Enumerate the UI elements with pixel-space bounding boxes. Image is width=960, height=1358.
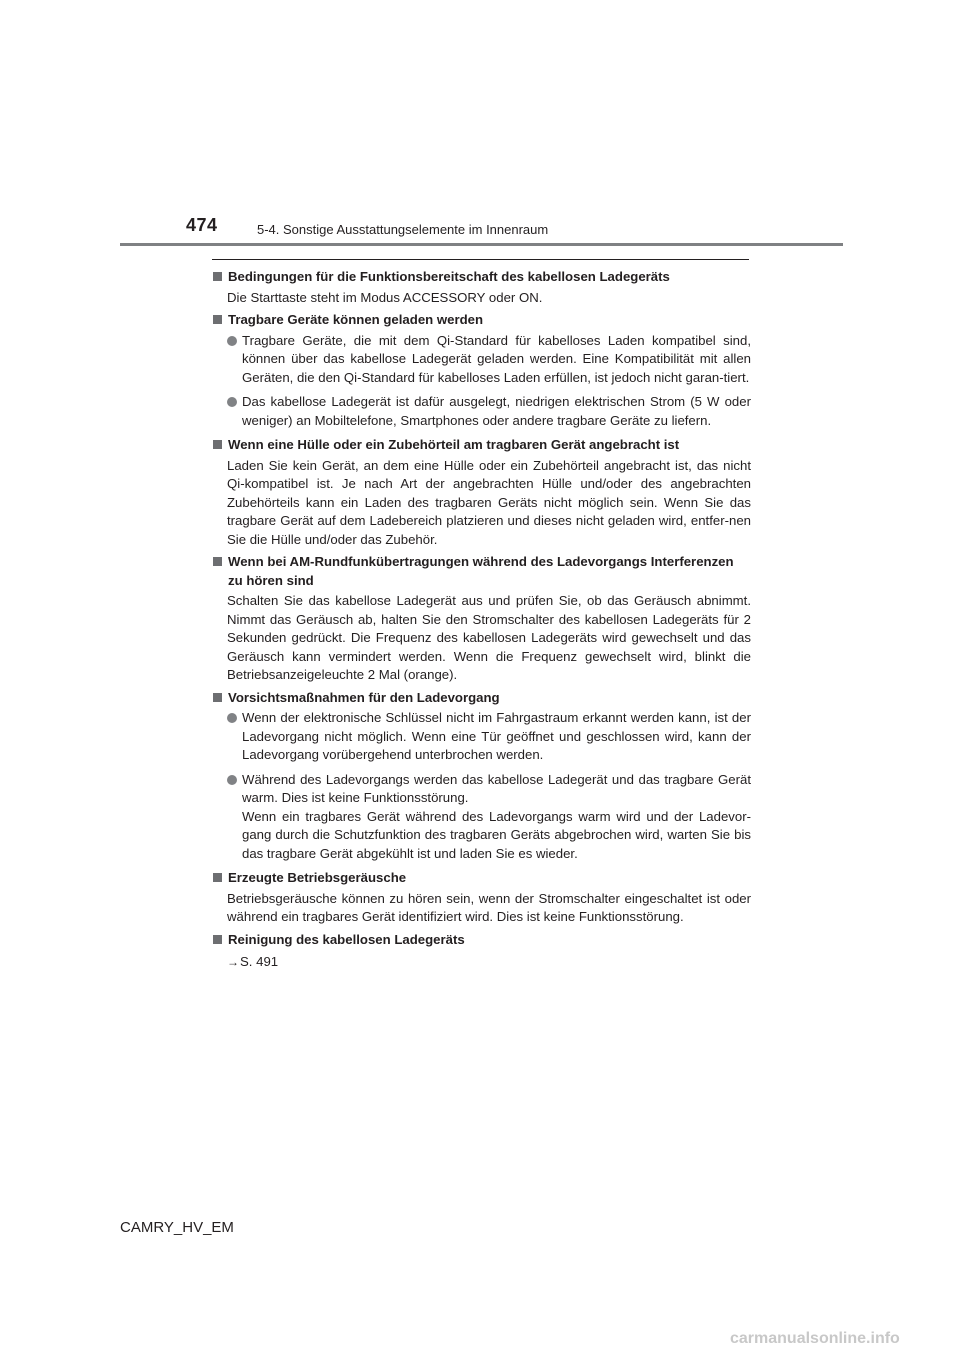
header-rule [120,243,843,246]
list-item [227,332,751,388]
square-bullet-icon [213,693,222,702]
section-title: 5-4. Sonstige Ausstattungselemente im Innenraum [257,222,549,237]
list-item-text: Während des Ladevorgangs werden das kabellose Ladegerät und das tragbare Gerät warm. Dies ist keine Funktionsstörung. [242,771,751,805]
watermark: carmanualsonline.info [730,1330,900,1347]
section-chargeable-devices [211,311,751,430]
heading-text: Bedingungen für die Funktionsbereitschaft des kabellosen Ladegeräts [228,269,670,284]
section-conditions [211,268,751,307]
list-item-text: Wenn der elektronische Schlüssel nicht im Fahrgastraum erkannt werden kann, ist der Ladevorgang nicht möglich. Wenn eine Tür geöffnet und geschlossen wird, kann der Ladevorgang vorübergehend unterbrochen werden. [242,710,751,762]
section-am-interference [211,553,751,685]
section-precautions [211,689,751,864]
model-code: CAMRY_HV_EM [120,1219,234,1236]
list-item-text: Tragbare Geräte, die mit dem Qi-Standard für kabelloses Laden kompatibel sind, können über das kabellose Ladegerät geladen werden. Eine Kompatibilität mit allen Geräten, die den Qi-Standard für kabelloses Laden erfüllen, ist jedoch nicht garan-tiert. [242,332,751,385]
section-heading [211,436,751,455]
heading-text: Wenn eine Hülle oder ein Zubehörteil am tragbaren Gerät angebracht ist [228,437,680,452]
section-text: Betriebsgeräusche können zu hören sein, wenn der Stromschalter eingeschaltet ist oder während ein tragbares Gerät identifiziert wird. Dies ist keine Funktionsstörung. [227,890,751,924]
list-item-continuation: Wenn ein tragbares Gerät während des Ladevorgangs warm wird und der Ladevor-gang durch die Schutzfunktion des tragbaren Geräts abgebrochen wird, warten Sie bis das tragbare Gerät abgekühlt ist und laden Sie es wieder. [242,808,751,861]
section-heading [211,553,751,590]
list-item-body [242,771,751,864]
square-bullet-icon [213,315,222,324]
round-bullet-icon [227,775,237,785]
section-text: Schalten Sie das kabellose Ladegerät aus und prüfen Sie, ob das Geräusch abnimmt. Nimmt das Geräusch ab, halten Sie den Stromschalter des kabellosen Ladegeräts für 2 Sekunden gedrückt. Die Frequenz des kabellosen Ladegeräts wird gewechselt und das Geräusch kann vermindert werden. Wenn die Frequenz gewechselt wird, blinkt die Betriebsanzeigeleuchte 2 Mal (orange). [227,593,751,682]
list-item-text: Das kabellose Ladegerät ist dafür ausgelegt, niedrigen elektrischen Strom (5 W oder weniger) an Mobiltelefone, Smartphones oder andere tragbare Geräte zu liefern. [242,394,751,428]
section-text: Laden Sie kein Gerät, an dem eine Hülle oder ein Zubehörteil angebracht ist, das nicht Qi-kompatibel ist. Je nach Art der angebrachten Hülle und/oder des angebrachten Zubehörteils kann ein Laden des tragbaren Geräts nicht möglich sein. Wenn Sie das tragbare Gerät auf dem Ladebereich platzieren und dieses nicht geladen wird, entfer-nen Sie die Hülle und/oder das Zubehör. [227,457,751,547]
list-item [227,393,751,430]
section-case-accessory [211,436,751,549]
heading-text: Reinigung des kabellosen Ladegeräts [228,931,465,947]
heading-text: Erzeugte Betriebsgeräusche [228,870,407,885]
heading-text: Vorsichtsmaßnahmen für den Ladevorgang [228,689,500,705]
section-text: Die Starttaste steht im Modus ACCESSORY oder ON. [227,289,543,305]
section-heading [211,268,751,287]
square-bullet-icon [213,873,222,882]
heading-text: Wenn bei AM-Rundfunkübertragungen während des Ladevorgangs Interferenzen zu hören sind [228,554,734,588]
page-reference[interactable] [227,953,751,972]
section-cleaning [211,931,751,972]
section-heading [211,869,751,888]
round-bullet-icon [227,336,237,346]
page-number: 474 [186,215,218,235]
content-rule [212,259,749,260]
section-heading [211,311,751,330]
round-bullet-icon [227,713,237,723]
page-reference-text: S. 491 [240,954,279,969]
section-heading [211,689,751,708]
square-bullet-icon [213,935,222,944]
square-bullet-icon [213,272,222,281]
heading-text: Tragbare Geräte können geladen werden [228,312,484,327]
arrow-right-icon: → [227,955,239,969]
list-item [227,709,751,765]
list-item [227,771,751,864]
section-operating-noise [211,869,751,927]
content [211,268,751,976]
round-bullet-icon [227,397,237,407]
square-bullet-icon [213,557,222,566]
square-bullet-icon [213,440,222,449]
section-heading [211,931,751,950]
